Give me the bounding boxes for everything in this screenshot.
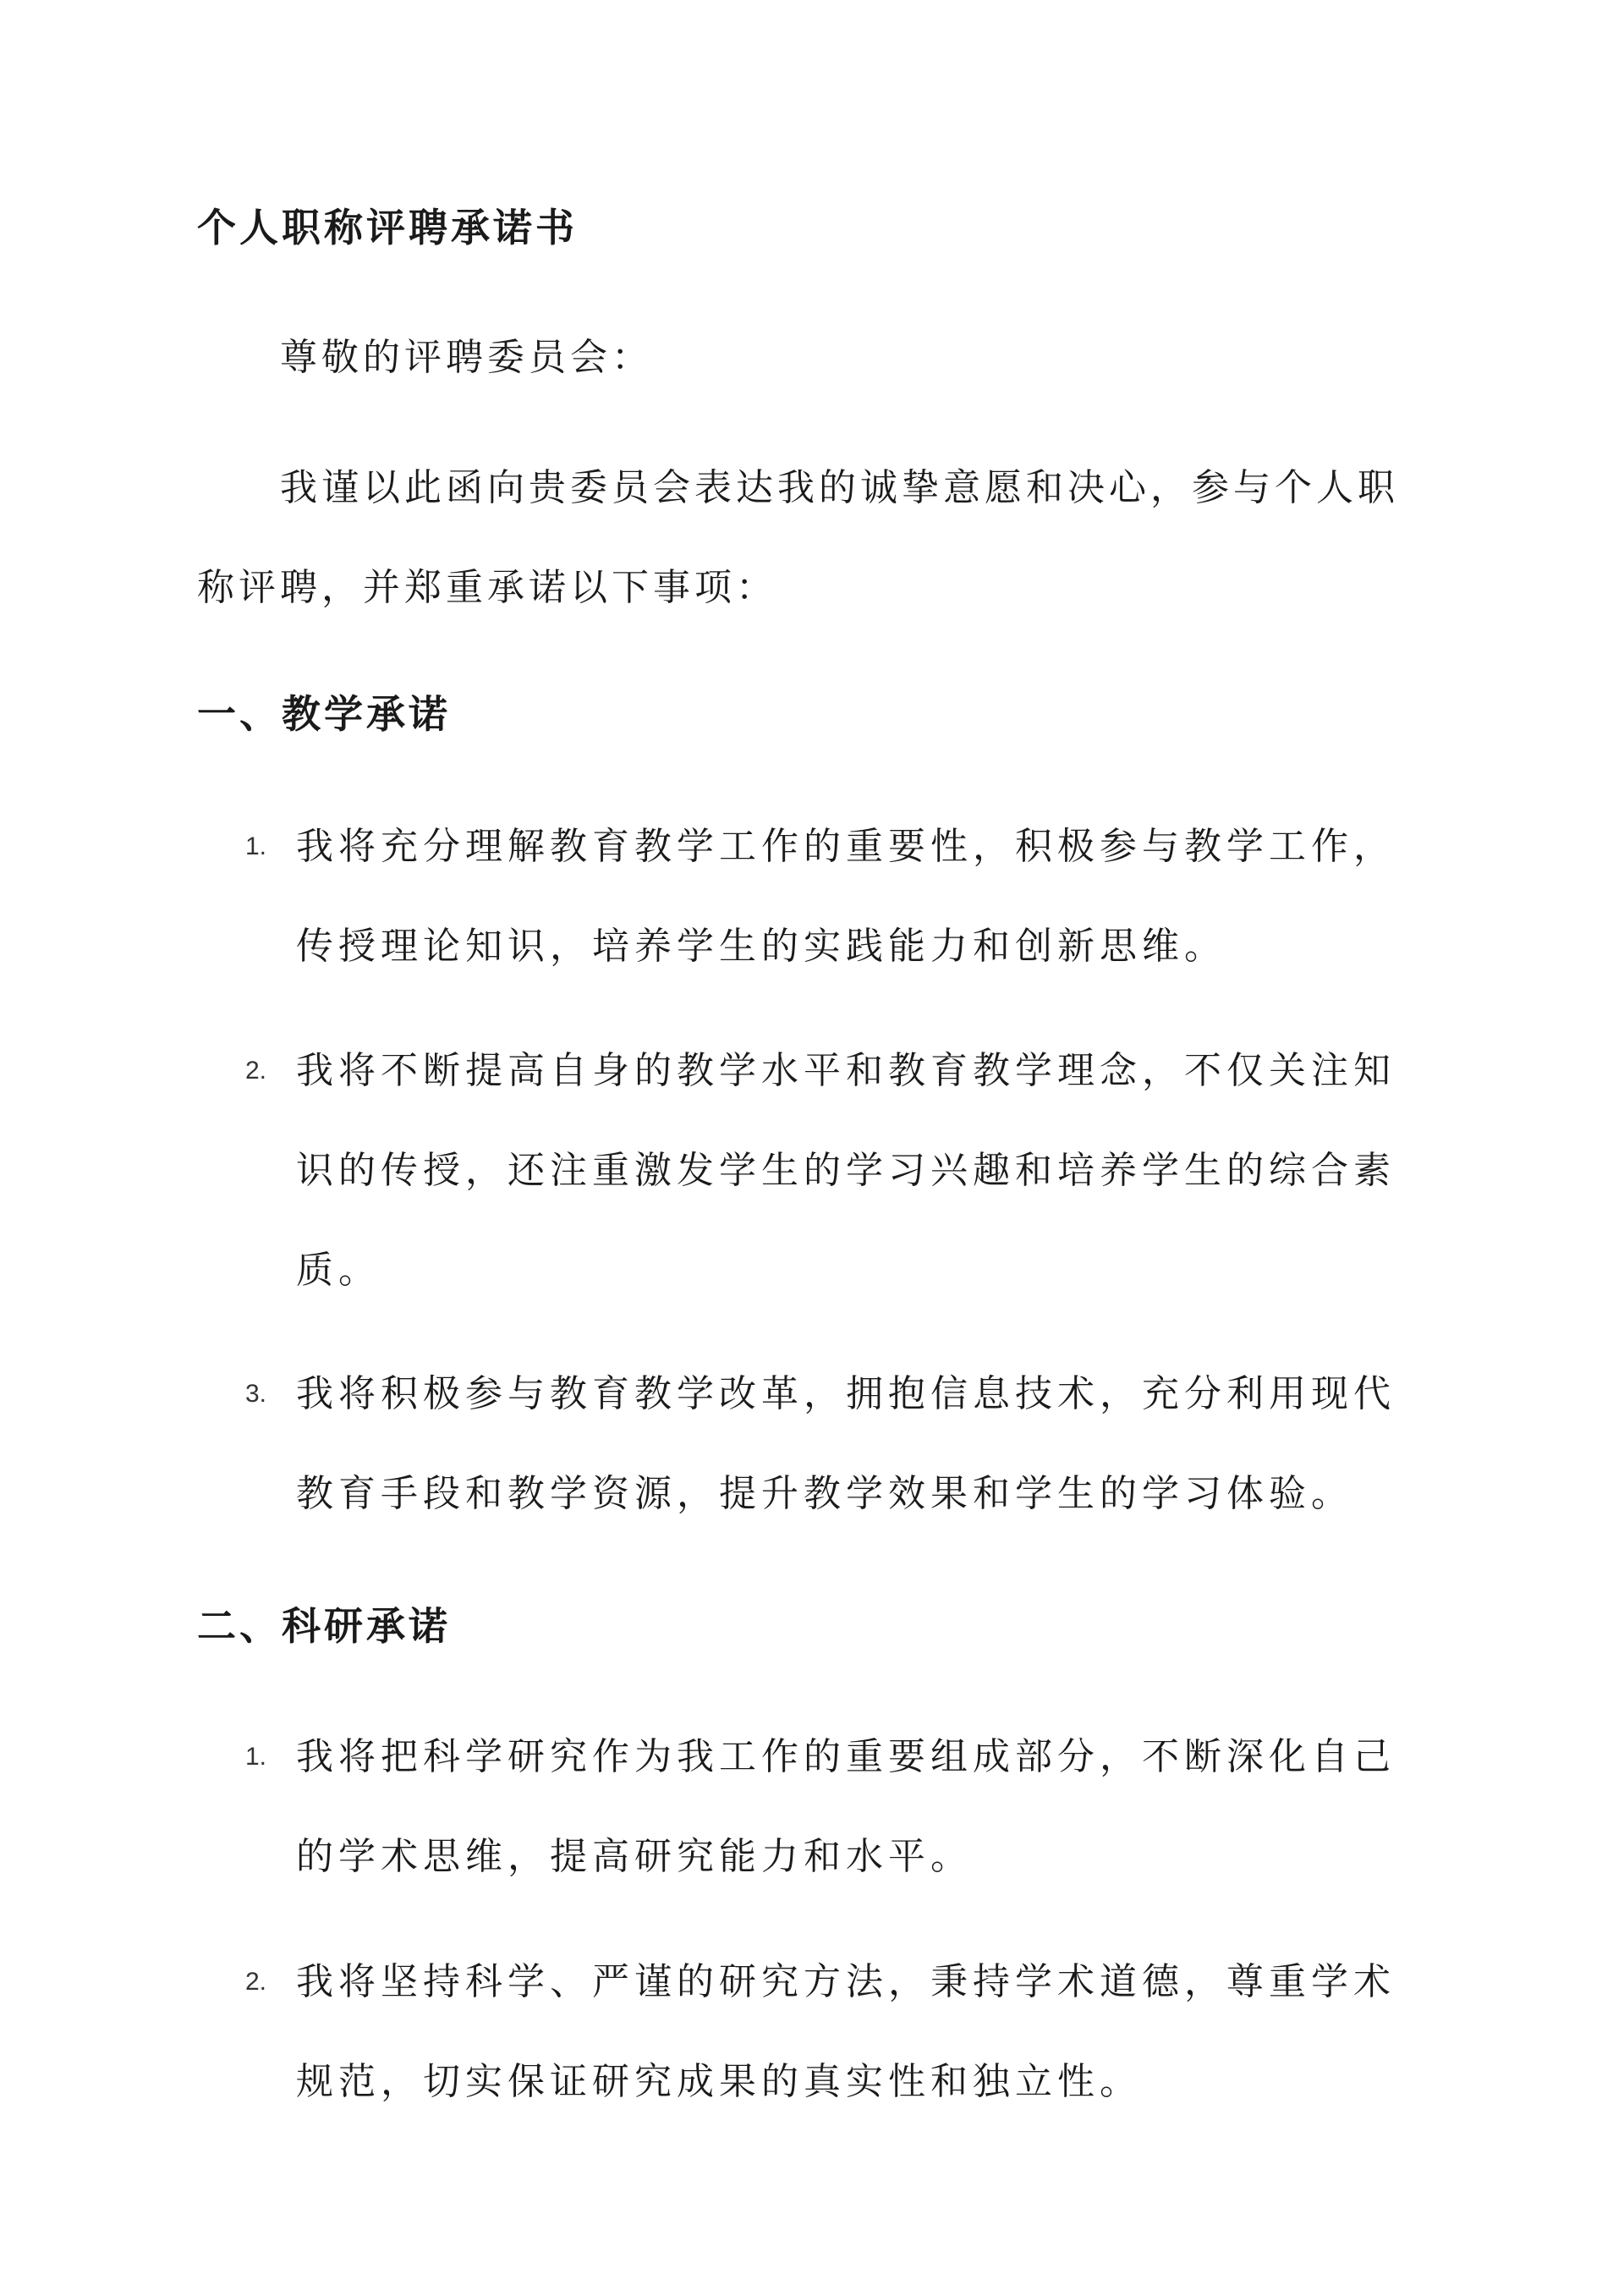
- section-heading-teaching: 一、教学承诺: [197, 691, 451, 737]
- list-item-text: 我将不断提高自身的教学水平和教育教学理念，不仅关注知识的传授，还注重激发学生的学习兴趣和培养学生的综合素质。: [296, 1049, 1396, 1292]
- list-item-text: 我将积极参与教育教学改革，拥抱信息技术，充分利用现代教育手段和教学资源，提升教学效果和学生的学习体验。: [296, 1372, 1396, 1515]
- list-item-number: 3.: [245, 1380, 267, 1408]
- list-item-text: 我将把科学研究作为我工作的重要组成部分，不断深化自己的学术思维，提高研究能力和水平。: [296, 1735, 1396, 1878]
- list-item-text: 我将坚持科学、严谨的研究方法，秉持学术道德，尊重学术规范，切实保证研究成果的真实性和独立性。: [296, 1960, 1396, 2103]
- salutation: 尊敬的评聘委员会：: [280, 336, 653, 379]
- intro-paragraph: 我谨以此函向贵委员会表达我的诚挚意愿和决心，参与个人职称评聘，并郑重承诺以下事项：: [197, 466, 1399, 609]
- list-item-number: 1.: [245, 832, 267, 860]
- list-item-number: 1.: [245, 1743, 267, 1771]
- document-title: 个人职称评聘承诺书: [197, 205, 578, 250]
- list-item-number: 2.: [245, 1057, 267, 1085]
- list-item-number: 2.: [245, 1968, 267, 1996]
- section-heading-research: 二、科研承诺: [197, 1603, 451, 1649]
- list-item-text: 我将充分理解教育教学工作的重要性，积极参与教学工作，传授理论知识，培养学生的实践能力和创新思维。: [296, 825, 1396, 968]
